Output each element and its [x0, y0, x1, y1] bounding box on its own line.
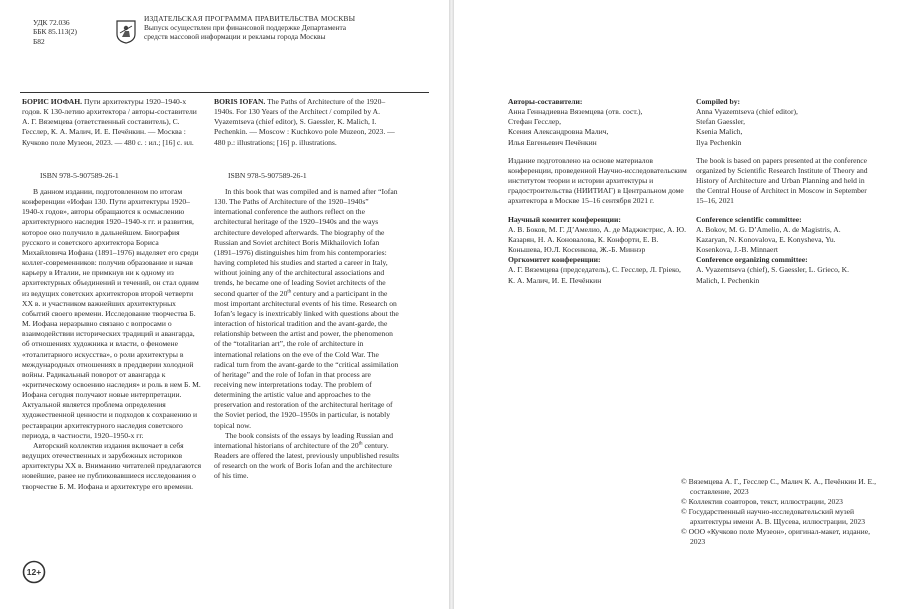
bbk-code: ББК 85.113(2): [33, 27, 77, 37]
en-org: A. Vyazemtseva (chief), S. Gaessler, L. Grieco, K. Malich, I. Pechenkin: [696, 265, 850, 285]
en-card-text: The Paths of Architecture of the 1920–1940s. For 130 Years of the Architect / compiled by A. Vyazemtseva (chief editor), S. Gaessler, K. Malich, I. Pechenkin. — Moscow : Kuchkovo pole Muzeon, 2023. — 480 p.: illustrations; [16] p. illustrations.: [214, 97, 395, 147]
ru-credits: [508, 97, 688, 286]
en-bibliographic-card: [214, 97, 399, 148]
ru-abstract-p1: В данном издании, подготовленном по итогам конференции «Иофан 130. Пути архитектуры 1920–1940-х годов», авторы обращаются к осмыслению архитектурного наследия 1920–1940-х гг. и развития, которое оно получило в дальнейшем. Биография русского и советского архитектора Бориса Михайловича Иофана (1891–1976) выделяет его среди коллег-современников: получив образование и начав карьеру в Италии, не примкнув ни к одному из архитектурных объединений и течений, он стал одним из ведущих советских архитекторов второй четверти XX в. и участником важнейших архитектурных событий своего времени. Исследование творчества Б. М. Иофана неразрывно связано с вопросами о взаимодействии исторических традиций и авангарда, об отношениях художника и власти, о феномене «тоталитарного искусства», о роли архитектуры в международных отношениях в преддверии холодной войны. Радикальный поворот от авангарда к «критическому освоению наследия» и роль в нем Б. М. Иофана сегодня получают новые интерпретации. Актуальной является проблема определения художественной ценности и подходов к сохранению и реставрации архитектурного наследия советского периода, в частности, 1920–1950-х гг.: [22, 187, 201, 440]
copyright-line-2: © Коллектив соавторов, текст, иллюстрации, 2023: [681, 497, 843, 506]
moscow-emblem-icon: [116, 20, 136, 44]
udk-code: УДК 72.036: [33, 18, 70, 27]
ru-isbn: ISBN 978-5-907589-26-1: [40, 171, 119, 180]
copyright-block: [681, 477, 886, 547]
en-org-title: Conference organizing committee:: [696, 255, 808, 265]
author-sign: Б82: [33, 36, 45, 46]
top-rule: [20, 92, 429, 93]
ru-bibliographic-card: [22, 97, 202, 148]
ru-abstract-p2: Авторский коллектив издания включает в себя ведущих отечественных и зарубежных историков архитектуры XX в. Вниманию читателей предлагаются новейшие, ранее не публиковавшиеся исследования о творчестве Б. М. Иофана и архитектуре его времени.: [22, 440, 202, 491]
en-compiler-2: Stefan Gaessler,: [696, 117, 746, 127]
ru-compiler-4: Илья Евгеньевич Печёнкин: [508, 137, 597, 147]
en-compiler-3: Ksenia Malich,: [696, 127, 743, 137]
copyright-line-4: © ООО «Кучково поле Музеон», оригинал-макет, издание, 2023: [681, 527, 871, 546]
ru-committee: А. В. Боков, М. Г. Д’Амелио, А. де Маджистрис, А. Ю. Казарян, Н. А. Коновалова, К. Конфорти, Е. В. Коньшева, Ю.Л. Косенкова, Ж.-Б. Миннэр: [508, 224, 686, 255]
en-conference-note: The book is based on papers presented at the conference organized by Scientific Research Institute of Theory and History of Architecture and Urban Planning and held in the Central House of Architect in Moscow in September 15–16, 2021: [696, 155, 868, 206]
en-committee-title: Conference scientific committee:: [696, 214, 802, 224]
en-abstract-p1: In this book that was compiled and is named after “Iofan 130. The Paths of Architecture of the 1920–1940s” international conference the authors reflect on the architectural heritage of the 1920–1940s and the ways architecture developed afterwards. The biography of the Russian and Soviet architect Boris Mikhailovich Iofan (1891–1976) distinguishes him from his contemporaries: having completed his studies and started a career in Italy, without joining any of the architectural associations and trends, he became one of leading Soviet architects of the second quarter of the 20th century and a participant in the most important architectural events of his time. Research on Iofan’s legacy is inextricably linked with questions about the interaction of historical tradition and the avant-garde, the relationship between the artist and power, the phenomenon of the “totalitarian art”, the role of architecture in international relations on the eve of the Cold War. The radical turn from the avant-garde to the “critical assimilation of heritage” and the role of Iofan in that process are receiving new interpretations today. The problem of determining the artistic value and approaches to the preservation and restoration of the architectural heritage of the Soviet period, the 1920–1950s in particular, is notably topical now.: [214, 187, 399, 430]
en-isbn: ISBN 978-5-907589-26-1: [228, 171, 307, 180]
age-rating-text: 12+: [26, 567, 42, 578]
ru-committee-title: Научный комитет конференции:: [508, 214, 621, 224]
ru-compiler-2: Стефан Гесслер,: [508, 117, 561, 127]
copyright-line-3: © Государственный научно-исследовательский музей архитектуры имени А. В. Щусева, иллюстрации, 2023: [681, 507, 866, 526]
ru-org-title: Оргкомитет конференции:: [508, 255, 601, 265]
ru-author: БОРИС ИОФАН.: [22, 97, 83, 106]
classification-codes: [33, 18, 77, 46]
ru-abstract: [22, 187, 202, 492]
en-abstract: [214, 187, 399, 482]
copyright-line-1: © Вяземцева А. Г., Гесслер С., Малич К. А., Печёнкин И. Е., составление, 2023: [681, 477, 876, 496]
left-page: [0, 0, 449, 609]
publishing-program: [144, 14, 434, 42]
en-compiler-4: Ilya Pechenkin: [696, 137, 742, 147]
ru-compiler-1: Анна Геннадиевна Вяземцева (отв. сост.),: [508, 107, 643, 117]
en-credits: [696, 97, 871, 286]
en-committee: A. Bokov, M. G. D’Amelio, A. de Magistris, A. Kazaryan, N. Konovalova, E. Konysheva, Yu. Kosenkova, J.-B. Minnaert: [696, 224, 841, 255]
ru-card-text: Пути архитектуры 1920–1940-х годов. К 130-летию архитектора / авторы-составители А. Г. Вяземцева (ответственный составитель), С. Гесслер, К. А. Малич, И. Е. Печёнкин. — Москва : Кучково поле Музеон, 2023. — 480 с. : ил.; [16] с. ил.: [22, 97, 197, 147]
en-compilers-title: Compiled by:: [696, 97, 741, 106]
en-author: BORIS IOFAN.: [214, 97, 266, 106]
program-title: ИЗДАТЕЛЬСКАЯ ПРОГРАММА ПРАВИТЕЛЬСТВА МОСКВЫ: [144, 14, 356, 23]
ru-conference-note: Издание подготовлено на основе материалов конференции, проведенной Научно-исследовательским институтом теории и истории архитектуры и градостроительства (НИИТИАГ) в Центральном доме архитектора в Москве 15–16 сентября 2021 г.: [508, 155, 687, 206]
right-page: [454, 0, 900, 609]
ru-compilers-title: Авторы-составители:: [508, 97, 583, 106]
age-rating-badge: [22, 560, 46, 584]
en-abstract-p2: The book consists of the essays by leading Russian and international historians of architecture of the 20th century. Readers are offered the latest, previously unpublished results of research on the work of Boris Iofan and the architecture of his time.: [214, 430, 400, 481]
ru-org: А. Г. Вяземцева (председатель), С. Гесслер, Л. Грieко, К. А. Малич, И. Е. Печёнкин: [508, 265, 681, 285]
program-line-1: Выпуск осуществлен при финансовой поддержке Департамента: [144, 23, 347, 33]
program-line-2: средств массовой информации и рекламы города Москвы: [144, 32, 326, 42]
ru-compiler-3: Ксения Александровна Малич,: [508, 127, 609, 137]
en-compiler-1: Anna Vyazemtseva (chief editor),: [696, 107, 798, 117]
